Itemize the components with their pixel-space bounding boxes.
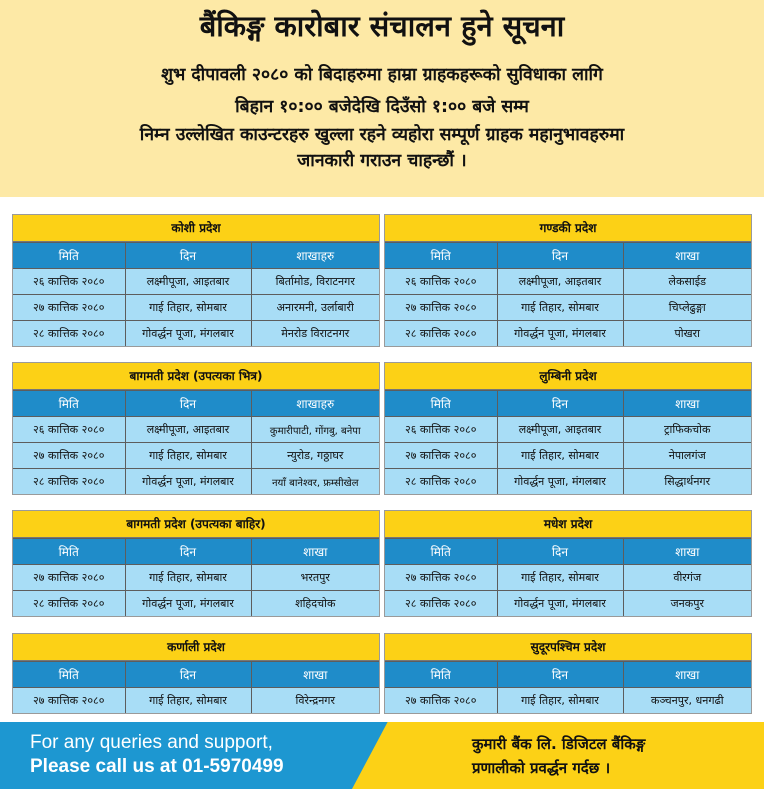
panel-title: सुदूरपश्चिम प्रदेश xyxy=(385,634,751,661)
column-header-date: मिति xyxy=(13,243,125,269)
notice-line-4: जानकारी गराउन चाहन्छौं । xyxy=(297,151,467,171)
bank-banner-text xyxy=(472,732,762,780)
panel-title: बागमती प्रदेश (उपत्यका बाहिर) xyxy=(13,511,379,538)
column-header-branch: शाखा xyxy=(623,391,751,417)
day-cell: गाई तिहार, सोमबार xyxy=(125,295,251,321)
column-header-day: दिन xyxy=(497,539,623,565)
column-header-branch: शाखा xyxy=(623,662,751,688)
branch-cell: न्युरोड, गठ्ठाघर xyxy=(251,443,379,469)
table-row xyxy=(385,469,751,495)
column-header-branch: शाखाहरु xyxy=(251,391,379,417)
day-cell: लक्ष्मीपूजा, आइतबार xyxy=(497,417,623,443)
panel-title: कोशी प्रदेश xyxy=(13,215,379,242)
date-cell: २८ कात्तिक २०८० xyxy=(385,321,497,347)
date-cell: २७ कात्तिक २०८० xyxy=(385,443,497,469)
panel-bagmati-outside-valley xyxy=(12,510,380,617)
day-cell: लक्ष्मीपूजा, आइतबार xyxy=(125,417,251,443)
date-cell: २७ कात्तिक २०८० xyxy=(385,565,497,591)
column-header-day: दिन xyxy=(125,243,251,269)
schedule-table xyxy=(385,661,751,713)
date-cell: २७ कात्तिक २०८० xyxy=(13,443,125,469)
day-cell: गोवर्द्धन पूजा, मंगलबार xyxy=(497,591,623,617)
table-row xyxy=(385,443,751,469)
day-cell: गोवर्द्धन पूजा, मंगलबार xyxy=(497,321,623,347)
date-cell: २७ कात्तिक २०८० xyxy=(385,688,497,714)
table-row xyxy=(385,269,751,295)
date-cell: २७ कात्तिक २०८० xyxy=(13,295,125,321)
date-cell: २६ कात्तिक २०८० xyxy=(385,269,497,295)
table-row xyxy=(13,417,379,443)
column-header-branch: शाखा xyxy=(623,539,751,565)
branch-cell: सिद्धार्थनगर xyxy=(623,469,751,495)
day-cell: गाई तिहार, सोमबार xyxy=(125,565,251,591)
branch-cell: पोखरा xyxy=(623,321,751,347)
bank-line-1: कुमारी बैंक लि. डिजिटल बैंकिङ्ग xyxy=(472,735,646,753)
table-row xyxy=(13,443,379,469)
table-header-row xyxy=(385,391,751,417)
table-header-row xyxy=(13,539,379,565)
branch-cell: बिर्तामोड, विराटनगर xyxy=(251,269,379,295)
notice-line-1: शुभ दीपावली २०८० को बिदाहरुमा हाम्रा ग्राहकहरूको सुविधाका लागि xyxy=(161,65,603,85)
branch-cell: कञ्चनपुर, धनगढी xyxy=(623,688,751,714)
branch-cell: वीरगंज xyxy=(623,565,751,591)
table-row xyxy=(385,417,751,443)
day-cell: गाई तिहार, सोमबार xyxy=(497,443,623,469)
table-row xyxy=(13,295,379,321)
table-row xyxy=(13,565,379,591)
column-header-date: मिति xyxy=(13,391,125,417)
day-cell: गाई तिहार, सोमबार xyxy=(497,295,623,321)
panel-koshi xyxy=(12,214,380,347)
date-cell: २७ कात्तिक २०८० xyxy=(385,295,497,321)
table-header-row xyxy=(385,662,751,688)
branch-cell: नेपालगंज xyxy=(623,443,751,469)
branch-cell: विरेन्द्रनगर xyxy=(251,688,379,714)
branch-cell: कुमारीपाटी, गोंगबु, बनेपा xyxy=(251,417,379,443)
table-row xyxy=(13,269,379,295)
day-cell: गोवर्द्धन पूजा, मंगलबार xyxy=(125,321,251,347)
column-header-date: मिति xyxy=(385,391,497,417)
schedule-table xyxy=(385,390,751,494)
table-row xyxy=(13,591,379,617)
branch-cell: चिप्लेढुङ्गा xyxy=(623,295,751,321)
notice-header xyxy=(0,0,764,197)
table-row xyxy=(385,321,751,347)
panel-title: लुम्बिनी प्रदेश xyxy=(385,363,751,390)
panel-madhesh xyxy=(384,510,752,617)
branch-cell: ट्राफिकचोक xyxy=(623,417,751,443)
panel-sudurpashchim xyxy=(384,633,752,714)
day-cell: गाई तिहार, सोमबार xyxy=(125,688,251,714)
date-cell: २८ कात्तिक २०८० xyxy=(13,321,125,347)
branch-cell: लेकसाईड xyxy=(623,269,751,295)
day-cell: गाई तिहार, सोमबार xyxy=(497,688,623,714)
panel-title: बागमती प्रदेश (उपत्यका भित्र) xyxy=(13,363,379,390)
table-header-row xyxy=(385,243,751,269)
column-header-date: मिति xyxy=(385,539,497,565)
column-header-date: मिति xyxy=(385,662,497,688)
column-header-day: दिन xyxy=(497,391,623,417)
column-header-date: मिति xyxy=(13,539,125,565)
branch-cell: भरतपुर xyxy=(251,565,379,591)
date-cell: २८ कात्तिक २०८० xyxy=(13,591,125,617)
day-cell: गोवर्द्धन पूजा, मंगलबार xyxy=(125,469,251,495)
panel-lumbini xyxy=(384,362,752,495)
schedule-table xyxy=(13,661,379,713)
column-header-date: मिति xyxy=(13,662,125,688)
column-header-day: दिन xyxy=(497,662,623,688)
column-header-day: दिन xyxy=(125,662,251,688)
table-header-row xyxy=(13,662,379,688)
date-cell: २८ कात्तिक २०८० xyxy=(385,469,497,495)
branch-cell: नयाँ बानेश्वर, फ्रम्सीखेल xyxy=(251,469,379,495)
schedule-table xyxy=(13,242,379,346)
column-header-branch: शाखा xyxy=(623,243,751,269)
support-phone: Please call us at 01-5970499 xyxy=(30,756,284,777)
notice-line-3: निम्न उल्लेखित काउन्टरहरु खुल्ला रहने व्यहोरा सम्पूर्ण ग्राहक महानुभावहरुमा xyxy=(139,125,625,145)
panel-title: मधेश प्रदेश xyxy=(385,511,751,538)
table-row xyxy=(385,295,751,321)
column-header-day: दिन xyxy=(497,243,623,269)
day-cell: लक्ष्मीपूजा, आइतबार xyxy=(125,269,251,295)
day-cell: गोवर्द्धन पूजा, मंगलबार xyxy=(125,591,251,617)
bank-line-2: प्रणालीको प्रवर्द्धन गर्दछ । xyxy=(472,759,611,777)
date-cell: २८ कात्तिक २०८० xyxy=(385,591,497,617)
schedule-table xyxy=(385,242,751,346)
panel-title: गण्डकी प्रदेश xyxy=(385,215,751,242)
schedule-table xyxy=(385,538,751,616)
date-cell: २७ कात्तिक २०८० xyxy=(13,565,125,591)
column-header-branch: शाखा xyxy=(251,662,379,688)
column-header-branch: शाखा xyxy=(251,539,379,565)
table-header-row xyxy=(13,391,379,417)
table-row xyxy=(385,591,751,617)
schedule-table xyxy=(13,538,379,616)
branch-cell: शहिदचोक xyxy=(251,591,379,617)
day-cell: लक्ष्मीपूजा, आइतबार xyxy=(497,269,623,295)
date-cell: २६ कात्तिक २०८० xyxy=(385,417,497,443)
date-cell: २८ कात्तिक २०८० xyxy=(13,469,125,495)
table-header-row xyxy=(385,539,751,565)
panel-gandaki xyxy=(384,214,752,347)
column-header-branch: शाखाहरु xyxy=(251,243,379,269)
table-row xyxy=(13,469,379,495)
table-row xyxy=(13,321,379,347)
schedule-table xyxy=(13,390,379,494)
panel-title: कर्णाली प्रदेश xyxy=(13,634,379,661)
support-banner xyxy=(0,722,400,789)
notice-title: बैंकिङ्ग कारोबार संचालन हुने सूचना xyxy=(199,9,565,43)
column-header-day: दिन xyxy=(125,539,251,565)
support-text: For any queries and support, xyxy=(30,732,273,753)
day-cell: गाई तिहार, सोमबार xyxy=(125,443,251,469)
date-cell: २७ कात्तिक २०८० xyxy=(13,688,125,714)
column-header-day: दिन xyxy=(125,391,251,417)
table-header-row xyxy=(13,243,379,269)
date-cell: २६ कात्तिक २०८० xyxy=(13,417,125,443)
column-header-date: मिति xyxy=(385,243,497,269)
day-cell: गोवर्द्धन पूजा, मंगलबार xyxy=(497,469,623,495)
panel-bagmati-inside-valley xyxy=(12,362,380,495)
table-row xyxy=(13,688,379,714)
branch-cell: मेनरोड विराटनगर xyxy=(251,321,379,347)
branch-cell: जनकपुर xyxy=(623,591,751,617)
day-cell: गाई तिहार, सोमबार xyxy=(497,565,623,591)
notice-line-2: बिहान १०:०० बजेदेखि दिउँसो १:०० बजे सम्म xyxy=(235,97,529,117)
table-row xyxy=(385,688,751,714)
table-row xyxy=(385,565,751,591)
branch-cell: अनारमनी, उर्लाबारी xyxy=(251,295,379,321)
panel-karnali xyxy=(12,633,380,714)
date-cell: २६ कात्तिक २०८० xyxy=(13,269,125,295)
